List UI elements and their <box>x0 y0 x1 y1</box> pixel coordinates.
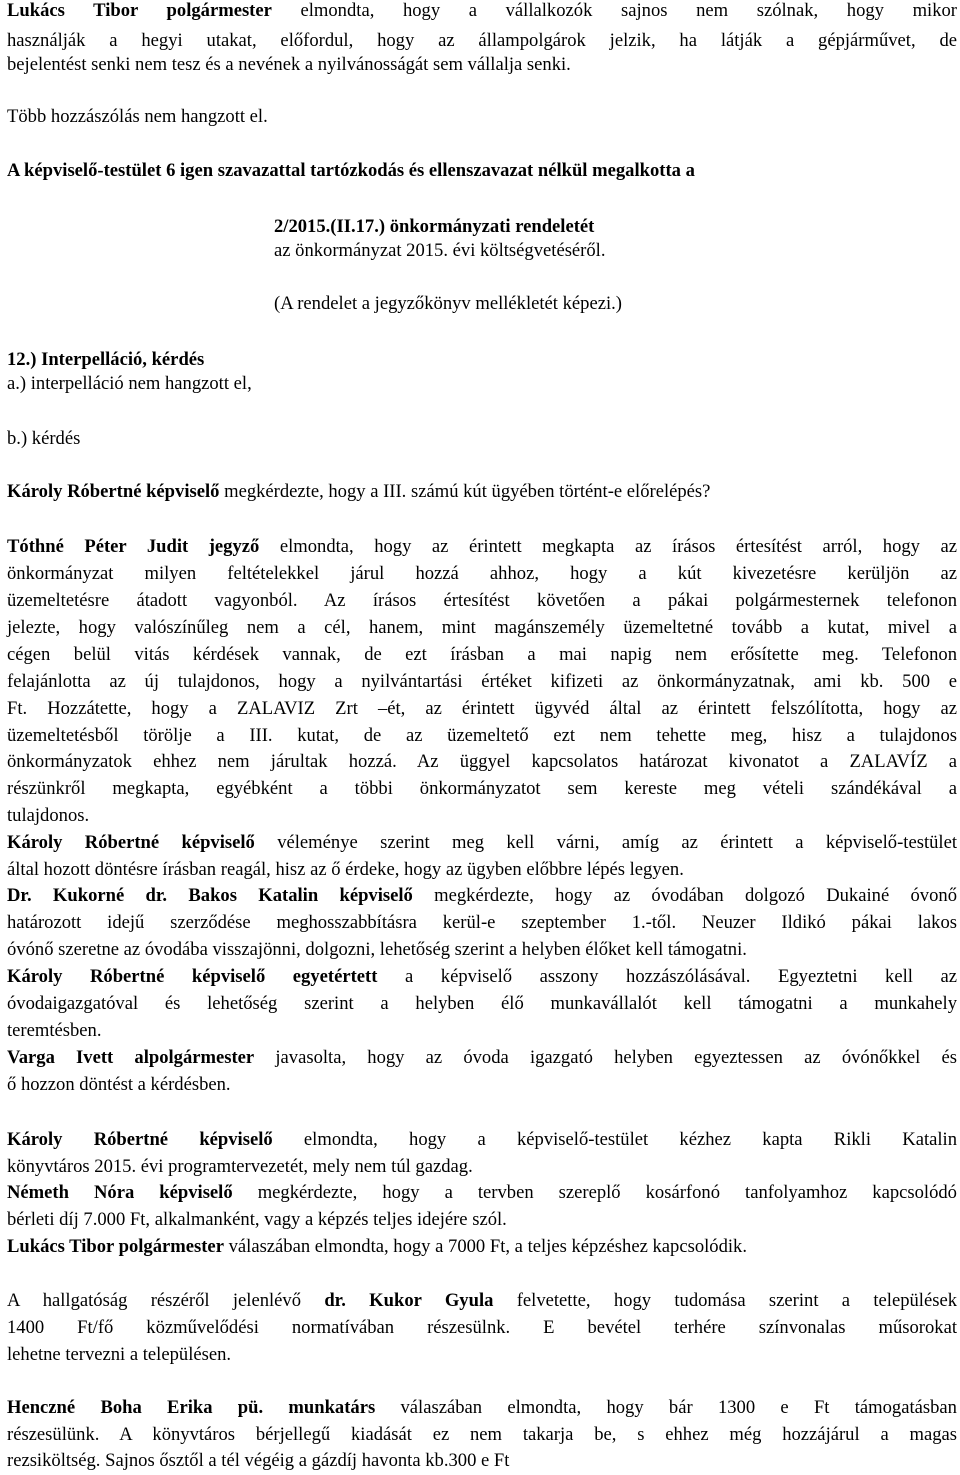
text: A hallgatóság részéről jelenlévő <box>7 1290 325 1311</box>
p3-line-7: Ft. Hozzátette, hogy a ZALAVIZ Zrt –ét, az érintett ügyvéd által az érintett felszólította, hogy az <box>7 698 957 719</box>
section-heading-text: 12.) Interpelláció, kérdés <box>7 349 205 370</box>
p5-line-2: határozott idejű szerződése meghosszabbításra kerül-e szeptember 1.-től. Neuzer Ildikó pákai lakos <box>7 912 957 933</box>
p11-line-2: 1400 Ft/fő közművelődési normatívában részesülnk. E bevétel terhére színvonalas műsorokat <box>7 1317 957 1338</box>
p3-line-10: részünkről megkapta, egyébként a többi önkormányzatot sem kereste meg vételi szándékával a <box>7 778 957 799</box>
text: megkérdezte, hogy a III. számú kút ügyében történt-e előrelépés? <box>219 481 711 502</box>
resolution-number <box>274 216 594 238</box>
p1-line-3: bejelentést senki nem tesz és a nevének a nyilvánosságát sem vállalja senki. <box>7 54 571 75</box>
resolution-number-text: 2/2015.(II.17.) önkormányzati rendeletét <box>274 216 595 237</box>
text: válaszában elmondta, hogy bár 1300 e Ft támogatásban <box>375 1397 957 1418</box>
p11-line-3: lehetne tervezni a településen. <box>7 1344 232 1365</box>
resolution-subject: az önkormányzat 2015. évi költségvetéséről. <box>274 240 606 261</box>
text: felvetette, hogy tudomása szerint a települések <box>493 1290 958 1311</box>
p6-line-3: teremtésben. <box>7 1020 102 1041</box>
p7-line-2: ő hozzon döntést a kérdésben. <box>7 1074 231 1095</box>
speaker-name: Károly Róbertné képviselő <box>7 1129 273 1150</box>
section-item-a: a.) interpelláció nem hangzott el, <box>7 373 252 394</box>
text: javasolta, hogy az óvoda igazgató helyben egyeztessen az óvónőkkel és <box>254 1047 957 1068</box>
text: megkérdezte, hogy az óvodában dolgozó Dukainé óvonő <box>412 885 957 906</box>
p3-line-8: üzemeltetésből törölje a III. kutat, de az üzemeltető ezt nem tehette meg, hisz a tulajdonos <box>7 725 957 746</box>
p10-line-1 <box>7 1236 747 1258</box>
speaker-name: Tóthné Péter Judit jegyző <box>7 536 260 557</box>
p3-line-6: felajánlotta az új tulajdonos, hogy a nyilvántartási értéket kifizeti az önkormányzatnak, ami kb. 500 e <box>7 671 957 692</box>
p5-line-1 <box>7 885 957 907</box>
p12-line-1 <box>7 1397 957 1419</box>
p9-line-1 <box>7 1182 957 1204</box>
speaker-name: Varga Ivett alpolgármester <box>7 1047 255 1068</box>
p1-line-1 <box>7 0 957 22</box>
speaker-name: Dr. Kukorné dr. Bakos Katalin képviselő <box>7 885 413 906</box>
p6-line-2: óvodaigazgatóval és lehetőség szerint a helyben élő munkavállalót kell támogatni a munkahely <box>7 993 957 1014</box>
resolution-intro-text: A képviselő-testület 6 igen szavazattal tartózkodás és ellenszavazat nélkül megalkotta a <box>7 160 695 181</box>
speaker-name: Henczné Boha Erika pü. munkatárs <box>7 1397 376 1418</box>
text: elmondta, hogy az érintett megkapta az írásos értesítést arról, hogy az <box>259 536 957 557</box>
speaker-name: Lukács Tibor polgármester <box>7 0 272 21</box>
p3-line-5: cégen belül vitás kérdések vannak, de ezt írásban a mai napig nem erősítette meg. Telefonon <box>7 644 957 665</box>
text: elmondta, hogy a vállalkozók sajnos nem szólnak, hogy mikor <box>271 0 957 21</box>
speaker-name: Károly Róbertné képviselő <box>7 481 220 502</box>
p5-line-3: óvónő szeretne az óvodába visszajönni, dolgozni, lehetőség szerint a helyben élőket kell támogatni. <box>7 939 747 960</box>
section-item-b: b.) kérdés <box>7 428 81 449</box>
resolution-intro <box>7 160 695 182</box>
text: véleménye szerint meg kell várni, amíg az érintett a képviselő-testület <box>254 832 957 853</box>
text: válaszában elmondta, hogy a 7000 Ft, a teljes képzéshez kapcsolódik. <box>223 1236 748 1257</box>
p1-line-2: használják a hegyi utakat, előfordul, hogy az állampolgárok jelzik, ha látják a gépjárművet, de <box>7 30 957 51</box>
speaker-name: Károly Róbertné képviselő egyetértett <box>7 966 378 987</box>
p3-line-1 <box>7 536 957 558</box>
p4-line-2: által hozott döntésre írásban reagál, hisz az ő érdeke, hogy az ügyben előbbre lépés legyen. <box>7 859 684 880</box>
speaker-name: Németh Nóra képviselő <box>7 1182 233 1203</box>
resolution-note: (A rendelet a jegyzőkönyv mellékletét képezi.) <box>274 293 622 314</box>
text: a képviselő asszony hozzászólásával. Egyeztetni kell az <box>377 966 957 987</box>
p8-line-2: könyvtáros 2015. évi programtervezetét, mely nem túl gazdag. <box>7 1156 473 1177</box>
section-heading <box>7 349 204 371</box>
p7-line-1 <box>7 1047 957 1069</box>
p4-line-1 <box>7 832 957 854</box>
p8-line-1 <box>7 1129 957 1151</box>
p12-line-3: rezsiköltség. Sajnos ősztől a tél végéig a gázdíj havonta kb.300 e Ft <box>7 1450 510 1471</box>
p3-line-11: tulajdonos. <box>7 805 90 826</box>
p3-line-9: önkormányzatok ehhez nem járultak hozzá. Az üggyel kapcsolatos határozat kivonatot a ZALAVÍZ a <box>7 751 957 772</box>
speaker-name: Károly Róbertné képviselő <box>7 832 255 853</box>
p9-line-2: bérleti díj 7.000 Ft, alkalmanként, vagy a képzés teljes idejére szól. <box>7 1209 507 1230</box>
p6-line-1 <box>7 966 957 988</box>
text: elmondta, hogy a képviselő-testület kézhez kapta Rikli Katalin <box>272 1129 957 1150</box>
p11-line-1 <box>7 1290 957 1312</box>
p3-line-4: jelezte, hogy valószínűleg nem a cél, hanem, mint magánszemély üzemeltetné tovább a kutat, mivel a <box>7 617 957 638</box>
speaker-name: Lukács Tibor polgármester <box>7 1236 224 1257</box>
speaker-name: dr. Kukor Gyula <box>324 1290 494 1311</box>
p3-line-2: önkormányzat milyen feltételekkel járul hozzá ahhoz, hogy a kút kivezetésre kerüljön az <box>7 563 957 584</box>
q1-line <box>7 481 710 503</box>
text: megkérdezte, hogy a tervben szereplő kosárfonó tanfolyamhoz kapcsolódó <box>232 1182 957 1203</box>
p3-line-3: üzemeltetésre átadott vagyonból. Az írásos értesítést követően a pákai polgármesternek telefonon <box>7 590 957 611</box>
p2-line-1: Több hozzászólás nem hangzott el. <box>7 106 268 127</box>
p12-line-2: részesülünk. A könyvtáros bérjellegű kiadását ez nem takarja be, s ehhez még hozzájárul a magas <box>7 1424 957 1445</box>
